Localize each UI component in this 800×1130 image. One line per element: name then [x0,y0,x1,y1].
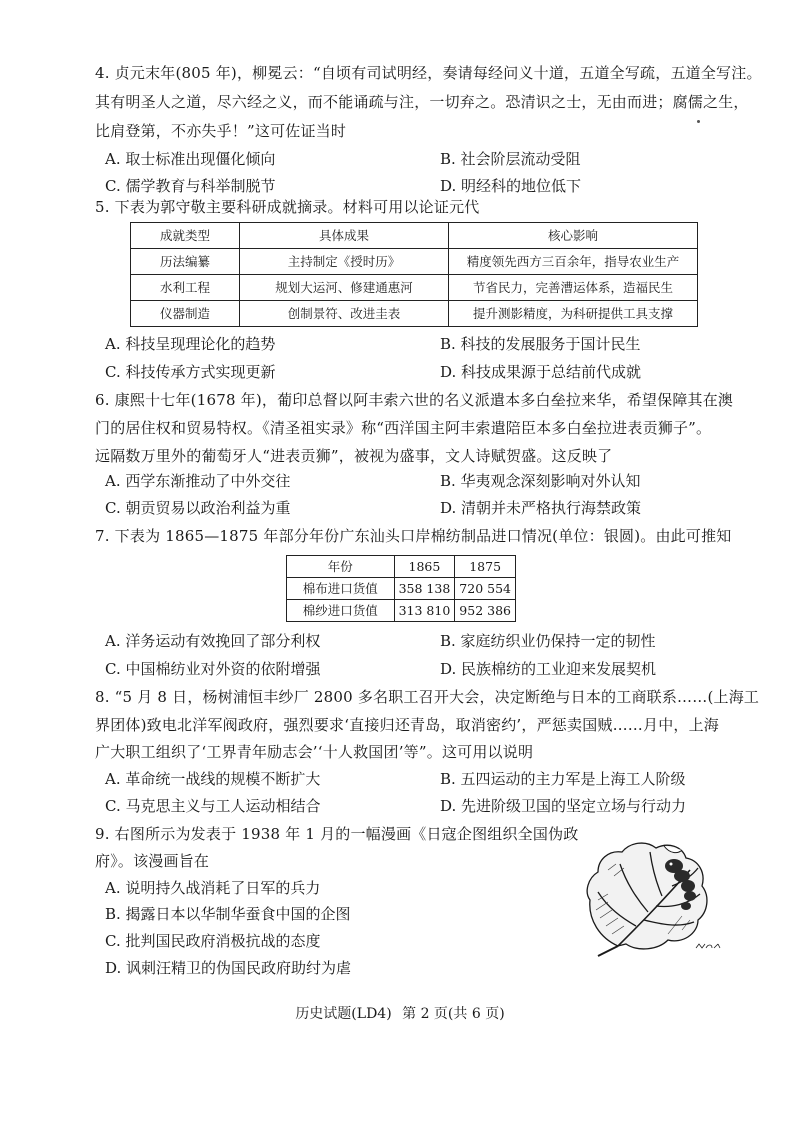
q5-option-d: D. 科技成果源于总结前代成就 [440,363,642,381]
table-header-row [131,223,698,249]
table-header-cell: 成就类型 [131,223,240,249]
q9-option-a: A. 说明持久战消耗了日军的兵力 [105,879,321,897]
page-number: 第 2 页(共 6 页) [402,1006,505,1022]
q6-option-a: A. 西学东渐推动了中外交往 [105,472,291,490]
table-cell: 棉纱进口货值 [287,600,395,622]
table-header-cell: 具体成果 [240,223,449,249]
q8-option-b: B. 五四运动的主力军是上海工人阶级 [440,770,686,788]
table-cell: 952 386 [455,600,516,622]
q4-option-d: D. 明经科的地位低下 [440,177,582,195]
table-cell: 精度领先西方三百余年，指导农业生产 [449,249,698,275]
q9-option-b: B. 揭露日本以华制华蚕食中国的企图 [105,905,351,923]
q5-option-c: C. 科技传承方式实现更新 [105,363,276,381]
q4-option-a: A. 取士标准出现僵化倾向 [105,150,276,168]
page-footer [0,1003,800,1023]
q4-stem-line-3: 比肩登第，不亦失乎！”这可佐证当时 [95,122,347,140]
q5-option-b: B. 科技的发展服务于国计民生 [440,335,641,353]
table-cell: 水利工程 [131,275,240,301]
q6-option-d: D. 清朝并未严格执行海禁政策 [440,499,642,517]
q6-stem-line-1: 6. 康熙十七年(1678 年)，葡印总督以阿丰索六世的名义派遣本多白垒拉来华，希望保障其在澳 [95,391,734,409]
q4-stem-line-2: 其有明圣人之道，尽六经之义，而不能诵疏与注，一切弃之。恐清识之士，无由而进；腐儒之生， [95,93,749,111]
silkworm-leaf-cartoon [578,830,728,958]
q6-stem-line-3: 远隔数万里外的葡萄牙人“进表贡狮”，被视为盛事，文人诗赋贺盛。这反映了 [95,447,613,465]
q8-option-c: C. 马克思主义与工人运动相结合 [105,797,321,815]
q9-stem-line-2: 府》。该漫画旨在 [95,852,210,870]
q8-option-d: D. 先进阶级卫国的坚定立场与行动力 [440,797,687,815]
table-row [287,600,516,622]
table-cell: 358 138 [394,578,455,600]
table-cell: 节省民力，完善漕运体系，造福民生 [449,275,698,301]
q7-option-c: C. 中国棉纺业对外资的依附增强 [105,660,321,678]
table-cell: 仪器制造 [131,301,240,327]
exam-code: 历史试题(LD4) [295,1006,392,1022]
q9-stem-line-1: 9. 右图所示为发表于 1938 年 1 月的一幅漫画《日寇企图组织全国伪政 [95,825,579,843]
q9-option-c: C. 批判国民政府消极抗战的态度 [105,932,321,950]
table-cell: 规划大运河、修建通惠河 [240,275,449,301]
q7-option-b: B. 家庭纺织业仍保持一定的韧性 [440,632,656,650]
q6-stem-line-2: 门的居住权和贸易特权。《清圣祖实录》称“西洋国主阿丰索遣陪臣本多白垒拉进表贡狮子”。 [95,419,712,437]
table-cell: 主持制定《授时历》 [240,249,449,275]
q4-option-c: C. 儒学教育与科举制脱节 [105,177,276,195]
q5-stem: 5. 下表为郭守敬主要科研成就摘录。材料可用以论证元代 [95,198,480,216]
q8-option-a: A. 革命统一战线的规模不断扩大 [105,770,321,788]
q8-stem-line-1: 8. “5 月 8 日，杨树浦恒丰纱厂 2800 多名职工召开大会，决定断绝与日本的工商联系……(上海工 [95,688,760,706]
q8-stem-line-2: 界团体)致电北洋军阀政府，强烈要求‘直接归还青岛，取消密约’，严惩卖国贼……月中，上海 [95,716,719,734]
q6-option-b: B. 华夷观念深刻影响对外认知 [440,472,641,490]
table-header-cell: 年份 [287,556,395,578]
table-row [131,275,698,301]
q5-table [130,222,698,327]
q7-table [286,555,516,622]
q6-option-c: C. 朝贡贸易以政治利益为重 [105,499,291,517]
table-cell: 创制景符、改进圭表 [240,301,449,327]
q5-option-a: A. 科技呈现理论化的趋势 [105,335,276,353]
table-cell: 历法编纂 [131,249,240,275]
table-cell: 提升测影精度，为科研提供工具支撑 [449,301,698,327]
table-row [287,578,516,600]
q7-stem: 7. 下表为 1865—1875 年部分年份广东汕头口岸棉纺制品进口情况(单位：银圆)。由此可推知 [95,527,732,545]
q7-option-a: A. 洋务运动有效挽回了部分利权 [105,632,321,650]
q7-option-d: D. 民族棉纺的工业迎来发展契机 [440,660,657,678]
table-row [131,249,698,275]
table-header-row [287,556,516,578]
q4-option-b: B. 社会阶层流动受阻 [440,150,581,168]
table-row [131,301,698,327]
q9-option-d: D. 讽刺汪精卫的伪国民政府助纣为虐 [105,959,352,977]
table-cell: 棉布进口货值 [287,578,395,600]
table-cell: 720 554 [455,578,516,600]
table-header-cell: 核心影响 [449,223,698,249]
table-cell: 313 810 [394,600,455,622]
scan-speck [697,120,700,123]
table-header-cell: 1875 [455,556,516,578]
table-header-cell: 1865 [394,556,455,578]
q8-stem-line-3: 广大职工组织了‘工界青年励志会’‘十人救国团’等”。这可用以说明 [95,743,534,761]
q4-stem-line-1: 4. 贞元末年(805 年)，柳冕云：“自顷有司试明经，奏请每经问义十道，五道全写疏，五道全写注。 [95,64,762,82]
